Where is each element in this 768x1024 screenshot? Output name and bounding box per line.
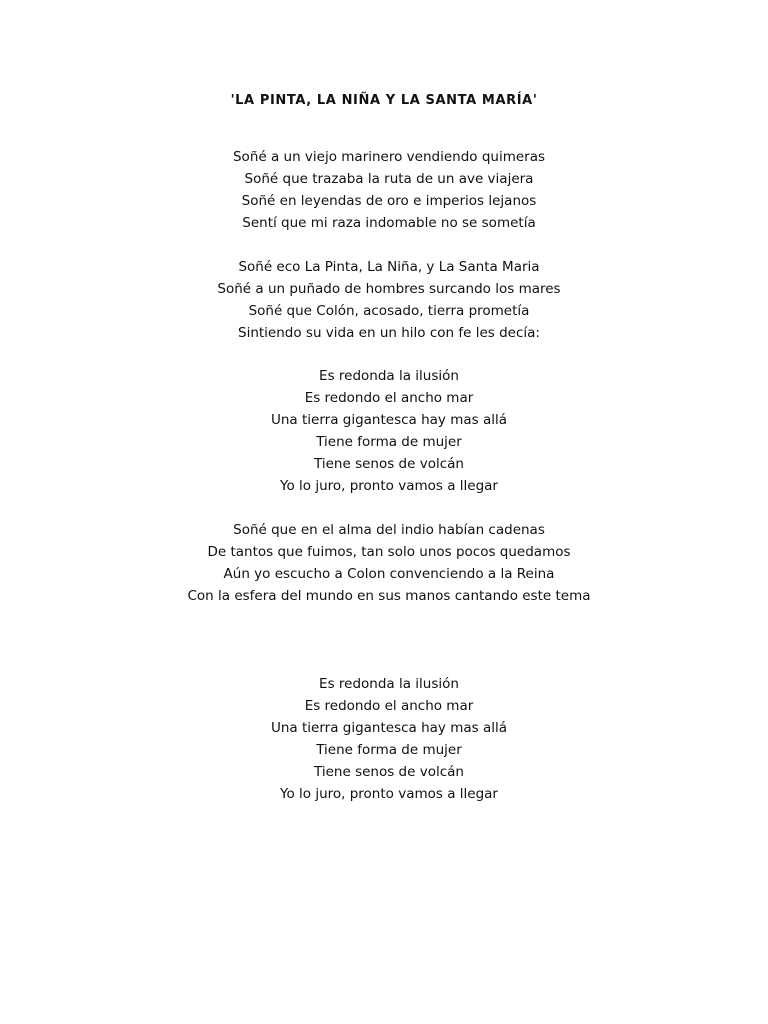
lyric-line: Tiene senos de volcán (314, 456, 464, 472)
lyric-line: Soñé en leyendas de oro e imperios lejanos (241, 193, 537, 209)
lyric-line: Es redondo el ancho mar (304, 698, 474, 714)
lyric-line: Soñé que en el alma del indio habían cadenas (233, 522, 545, 538)
lyric-line: Tiene senos de volcán (314, 764, 464, 780)
lyric-line: Es redonda la ilusión (319, 676, 459, 692)
lyric-line: Con la esfera del mundo en sus manos cantando este tema (187, 588, 591, 604)
lyric-line: Una tierra gigantesca hay mas allá (270, 412, 508, 428)
lyric-line: Es redondo el ancho mar (304, 390, 474, 406)
stanza-verse-1 (0, 146, 768, 234)
stanza-chorus-1 (0, 365, 768, 497)
lyric-line: Soñé a un viejo marinero vendiendo quimeras (232, 149, 546, 165)
lyric-line: Es redonda la ilusión (319, 368, 459, 384)
lyric-line: Soñé a un puñado de hombres surcando los mares (217, 281, 561, 297)
lyric-line: Aún yo escucho a Colon convenciendo a la Reina (223, 566, 555, 582)
song-title: 'LA PINTA, LA NIÑA Y LA SANTA MARÍA' (230, 93, 538, 108)
lyric-line: Soñé que Colón, acosado, tierra prometía (248, 303, 530, 319)
stanza-verse-2 (0, 256, 768, 344)
stanza-chorus-2 (0, 673, 768, 805)
lyric-line: Yo lo juro, pronto vamos a llegar (280, 478, 498, 494)
stanza-verse-3 (0, 519, 768, 607)
lyric-line: Yo lo juro, pronto vamos a llegar (280, 786, 498, 802)
lyric-line: De tantos que fuimos, tan solo unos pocos quedamos (207, 544, 571, 560)
lyric-line: Una tierra gigantesca hay mas allá (270, 720, 508, 736)
lyric-line: Sintiendo su vida en un hilo con fe les decía: (238, 325, 540, 341)
lyric-line: Soñé que trazaba la ruta de un ave viajera (244, 171, 534, 187)
lyric-line: Tiene forma de mujer (316, 434, 462, 450)
lyric-line: Sentí que mi raza indomable no se sometía (242, 215, 536, 231)
lyric-line: Tiene forma de mujer (316, 742, 462, 758)
lyric-line: Soñé eco La Pinta, La Niña, y La Santa Maria (238, 259, 540, 275)
